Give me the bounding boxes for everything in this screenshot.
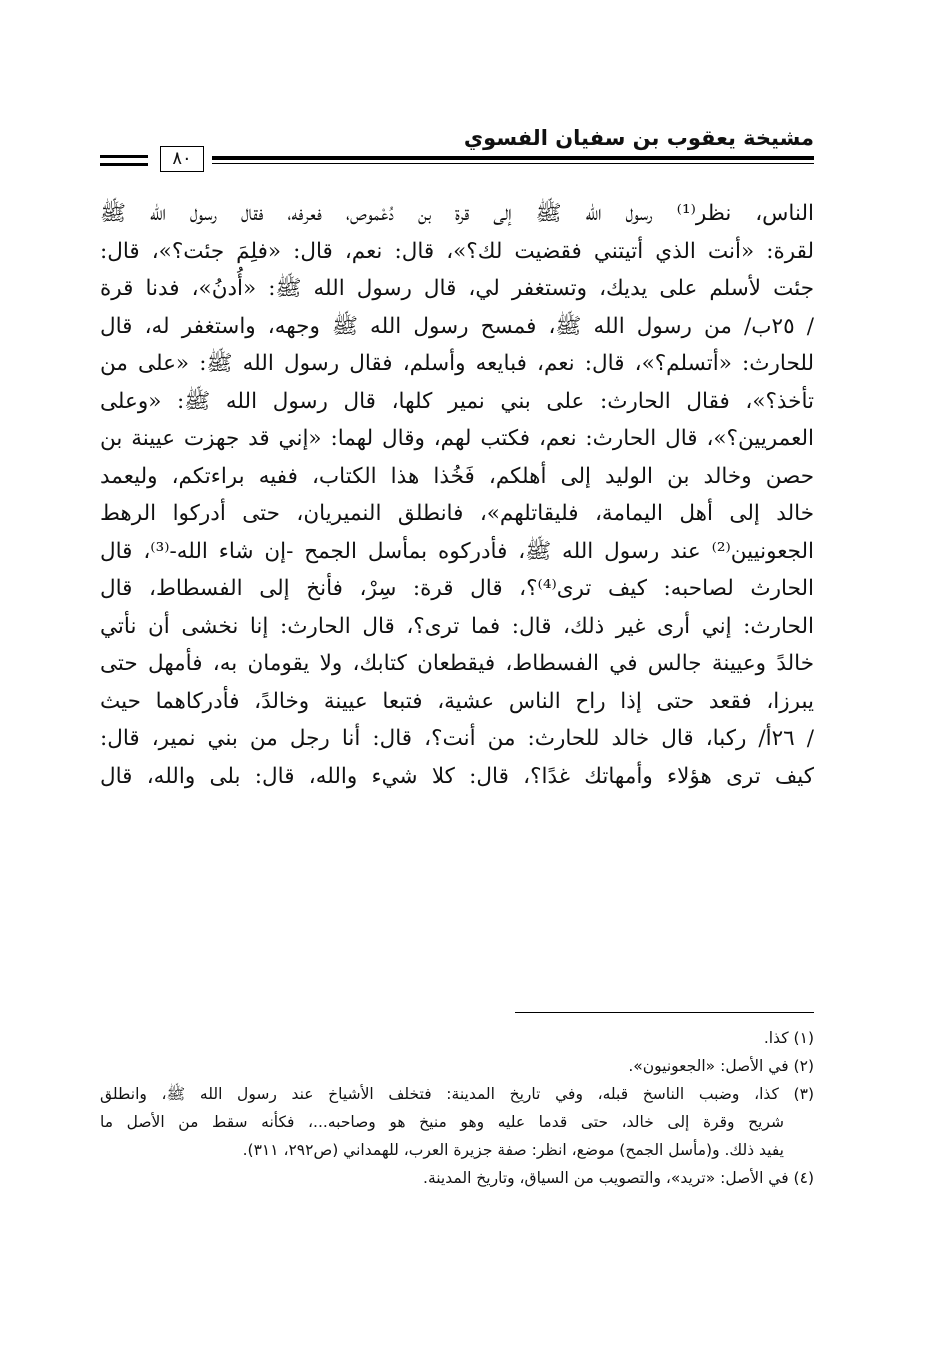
text-line: يبرزا، فقعد حتى إذا راح الناس عشية، فتبعا عيينة وخالدً، فأدركاهما حيث: [100, 688, 814, 714]
footnote-3-cont: يفيد ذلك. و(مأسل الجمح) موضع، انظر: صفة جزيرة العرب، للهمداني (ص٢٩٢، ٣١١).: [242, 1141, 784, 1159]
page-number-bar-top: [100, 155, 148, 158]
text-line: الناس، نظر⁽¹⁾ رسول الله ﷺ إلى قرة بن دُعْموص، فعرفه، فقال رسول الله ﷺ: [100, 201, 814, 226]
text-line: تأخذ؟»، فقال الحارث: على بني نمير كلها، قال رسول الله ﷺ: «وعلى: [100, 388, 814, 414]
footnote-1: (١) كذا.: [763, 1029, 814, 1047]
text-line: / ٢٦أ/ ركبا، قال خالد للحارث: من أنت؟، قال: أنا رجل من بني نمير، قال:: [100, 726, 814, 751]
footnote-separator: [515, 1012, 814, 1013]
text-line: حصن وخالد بن الوليد إلى أهلكم، فَخُذا هذا الكتاب، ففيه براءتكم، وليعمد: [100, 463, 814, 489]
text-line: الحارث لصاحبه: كيف ترى⁽⁴⁾؟، قال قرة: سِرْ، فأنخ إلى الفسطاط، قال: [100, 576, 814, 601]
text-line: الجعونيين⁽²⁾ عند رسول الله ﷺ، فأدركوه بمأسل الجمح -إن شاء الله-⁽³⁾، قال: [100, 538, 814, 564]
text-line: خالدً وعيينة جالس في الفسطاط، فيقطعان كتابك، ولا يقومان به، فأمهل حتى: [100, 651, 814, 676]
text-line: جئت لأسلم على يديك، وتستغفر لي، قال رسول الله ﷺ: «أُدنُ»، فدنا قرة: [100, 276, 814, 301]
running-header: [100, 126, 814, 176]
text-line: العمريين؟»، قال الحارث: نعم، فكتب لهم، وقال لهما: «إني قد جهزت عيينة بن: [100, 426, 814, 451]
header-rule-thin: [212, 163, 814, 164]
main-text: [100, 195, 814, 795]
page-title: مشيخة يعقوب بن سفيان الفسوي: [463, 126, 814, 150]
text-line: لقرة: «أنت الذي أتيتني فقضيت لك؟»، قال: نعم، قال: «فلِمَ جئت؟»، قال:: [100, 238, 814, 264]
footnote-3-cont: شريح وقرة إلى خالد، حتى قدما عليه وهو منيخ هو وصاحبه...، فكأنه سقط من الأصل ما: [100, 1113, 784, 1131]
footnote-2: (٢) في الأصل: «الجعونيون».: [628, 1057, 814, 1075]
text-line: كيف ترى هؤلاء وأمهاتك غدًا؟، قال: كلا شيء والله، قال: بلى والله، قال: [100, 763, 814, 789]
footnote-3: (٣) كذا، وضبب الناسخ قبله، وفي تاريخ المدينة: فتخلف الأشياخ عند رسول الله ﷺ، وانطلق: [100, 1085, 814, 1103]
page-number-bar-bottom: [100, 163, 148, 166]
page-number: ٨٠: [160, 146, 204, 172]
text-line: خالد إلى أهل اليمامة، فليقاتلهم»، فانطلق النميريان، حتى أدركوا الرهط: [100, 501, 814, 526]
text-line: للحارث: «أتسلم؟»، قال: نعم، فبايعه وأسلم، فقال رسول الله ﷺ: «على من: [100, 351, 814, 376]
header-rule-thick: [212, 156, 814, 160]
footnote-4: (٤) في الأصل: «تريد»، والتصويب من السياق، وتاريخ المدينة.: [423, 1169, 814, 1187]
footnotes: [100, 1024, 814, 1192]
text-line: الحارث: إني أرى غير ذلك، قال: فما ترى؟، قال الحارث: إنا نخشى أن نأتي: [100, 613, 814, 639]
text-line: / ٢٥ب/ من رسول الله ﷺ، فمسح رسول الله ﷺ وجهه، واستغفر له، قال: [100, 313, 815, 339]
